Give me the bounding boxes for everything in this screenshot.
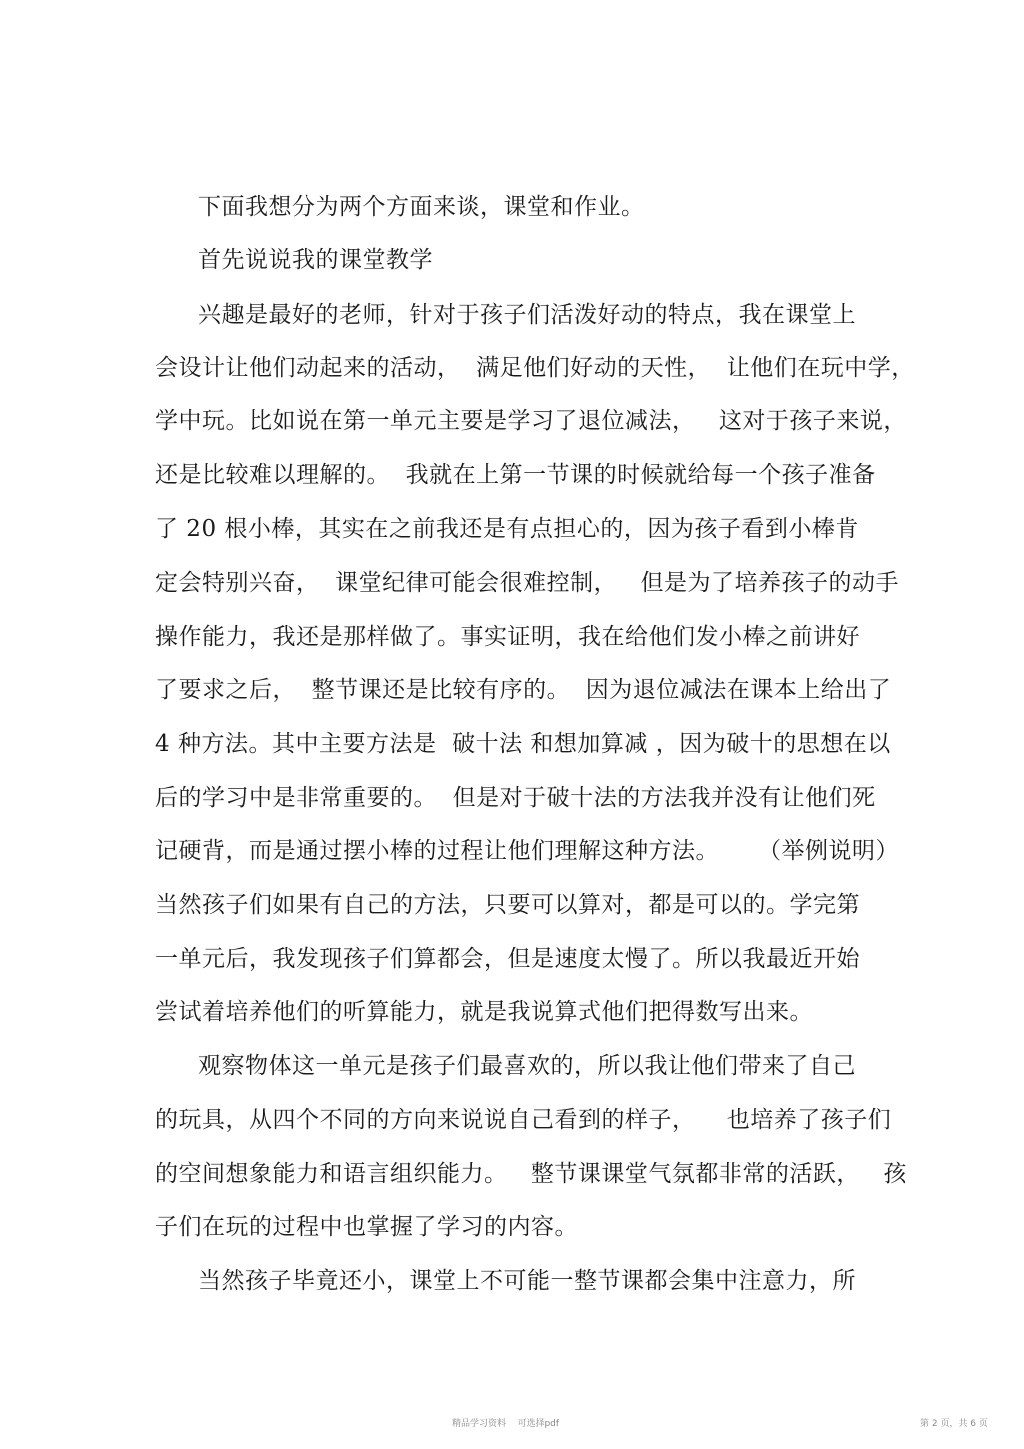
text-line: 子们在玩的过程中也掌握了学习的内容。 <box>155 1214 578 1240</box>
text-line: 4 种方法。其中主要方法是 破十法 和想加算减 ，因为破十的思想在以 <box>155 731 891 757</box>
text-line: 的空间想象能力和语言组织能力。 整节课课堂气氛都非常的活跃， 孩 <box>155 1161 907 1187</box>
text-line: 观察物体这一单元是孩子们最喜欢的，所以我让他们带来了自己 <box>198 1053 856 1079</box>
text-line: 首先说说我的课堂教学 <box>198 247 433 273</box>
text-line: 还是比较难以理解的。 我就在上第一节课的时候就给每一个孩子准备 <box>155 462 876 488</box>
text-line: 下面我想分为两个方面来谈，课堂和作业。 <box>198 194 645 220</box>
text-line: 会设计让他们动起来的活动， 满足他们好动的天性， 让他们在玩中学， <box>155 355 915 381</box>
text-line: 兴趣是最好的老师，针对于孩子们活泼好动的特点，我在课堂上 <box>198 302 856 328</box>
text-line: 当然孩子们如果有自己的方法，只要可以算对，都是可以的。学完第 <box>155 892 860 918</box>
text-line: 一单元后，我发现孩子们算都会，但是速度太慢了。所以我最近开始 <box>155 946 860 972</box>
text-line: 后的学习中是非常重要的。 但是对于破十法的方法我并没有让他们死 <box>155 785 876 811</box>
text-line: 了 20 根小棒，其实在之前我还是有点担心的，因为孩子看到小棒肯 <box>155 516 859 542</box>
text-line: 定会特别兴奋， 课堂纪律可能会很难控制， 但是为了培养孩子的动手 <box>155 570 900 596</box>
text-line: 记硬背，而是通过摆小棒的过程让他们理解这种方法。 （举例说明） <box>155 838 900 864</box>
text-line: 了要求之后， 整节课还是比较有序的。 因为退位减法在课本上给出了 <box>155 677 892 703</box>
text-line: 学中玩。比如说在第一单元主要是学习了退位减法， 这对于孩子来说， <box>155 408 907 434</box>
page-number: 第 2 页，共 6 页 <box>920 1419 988 1429</box>
text-line: 操作能力，我还是那样做了。事实证明，我在给他们发小棒之前讲好 <box>155 624 860 650</box>
footer-watermark: 精品学习资料 可选择pdf <box>452 1419 560 1429</box>
text-line: 当然孩子毕竟还小，课堂上不可能一整节课都会集中注意力，所 <box>198 1268 856 1294</box>
text-line: 尝试着培养他们的听算能力，就是我说算式他们把得数写出来。 <box>155 999 813 1025</box>
text-line: 的玩具，从四个不同的方向来说说自己看到的样子， 也培养了孩子们 <box>155 1107 892 1133</box>
